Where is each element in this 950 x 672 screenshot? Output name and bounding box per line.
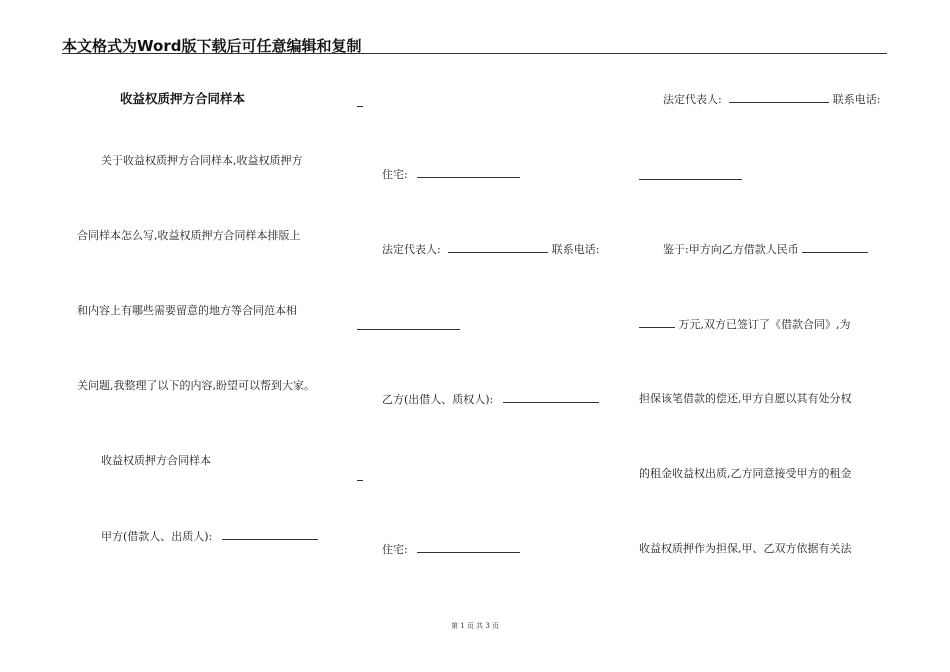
party-a-blank: [222, 529, 318, 540]
legal-rep-line-middle: [382, 242, 599, 257]
amount-blank: [802, 242, 868, 253]
party-b-blank: [503, 392, 599, 403]
intro-line-3: 和内容上有哪些需要留意的地方等合同范本相: [77, 304, 297, 317]
phone-blank-right: [639, 179, 742, 180]
phone-label-middle: 联系电话:: [551, 243, 600, 256]
whereas-text: 鉴于:甲方向乙方借款人民币: [663, 243, 799, 256]
address-line-1: [382, 167, 520, 182]
address-label-2: 住宅:: [382, 543, 408, 556]
address-blank-2: [417, 542, 520, 553]
amount-blank-2: [639, 317, 675, 328]
whereas-line: [663, 242, 868, 257]
legal-rep-label-middle: 法定代表人:: [382, 243, 441, 256]
legal-rep-line-right: [663, 92, 880, 107]
legal-rep-label-right: 法定代表人:: [663, 93, 722, 106]
header-divider: [62, 53, 887, 54]
contract-subtitle: 收益权质押方合同样本: [101, 454, 211, 467]
page-number: 第 1 页 共 3 页: [450, 622, 500, 630]
intro-line-4: 关问题,我整理了以下的内容,盼望可以帮到大家。: [77, 379, 315, 392]
intro-line-2: 合同样本怎么写,收益权质押方合同样本排版上: [77, 229, 301, 242]
body-line-4: 担保该笔借款的偿还,甲方自愿以其有处分权: [639, 392, 852, 405]
short-dash: [357, 106, 363, 107]
phone-label-right: 联系电话:: [832, 93, 881, 106]
amount-suffix: 万元,双方已签订了《借款合同》,为: [678, 318, 851, 331]
body-line-5: 的租金收益权出质,乙方同意接受甲方的租金: [639, 467, 852, 480]
party-b-line: [382, 392, 599, 407]
address-label-1: 住宅:: [382, 168, 408, 181]
address-line-2: [382, 542, 520, 557]
party-b-label: 乙方(出借人、质权人):: [382, 393, 494, 406]
phone-blank-middle: [357, 329, 460, 330]
document-header: 本文格式为Word版下载后可任意编辑和复制: [62, 37, 362, 55]
party-a-label: 甲方(借款人、出质人):: [101, 530, 213, 543]
legal-rep-blank-middle: [448, 242, 548, 253]
address-blank-1: [417, 167, 520, 178]
short-dash-2: [357, 480, 363, 481]
body-line-6: 收益权质押作为担保,甲、乙双方依据有关法: [639, 542, 852, 555]
party-a-line: [101, 529, 318, 544]
document-title: 收益权质押方合同样本: [120, 91, 246, 106]
legal-rep-blank-right: [729, 92, 829, 103]
intro-line-1: 关于收益权质押方合同样本,收益权质押方: [101, 154, 303, 167]
amount-line: [639, 317, 851, 332]
